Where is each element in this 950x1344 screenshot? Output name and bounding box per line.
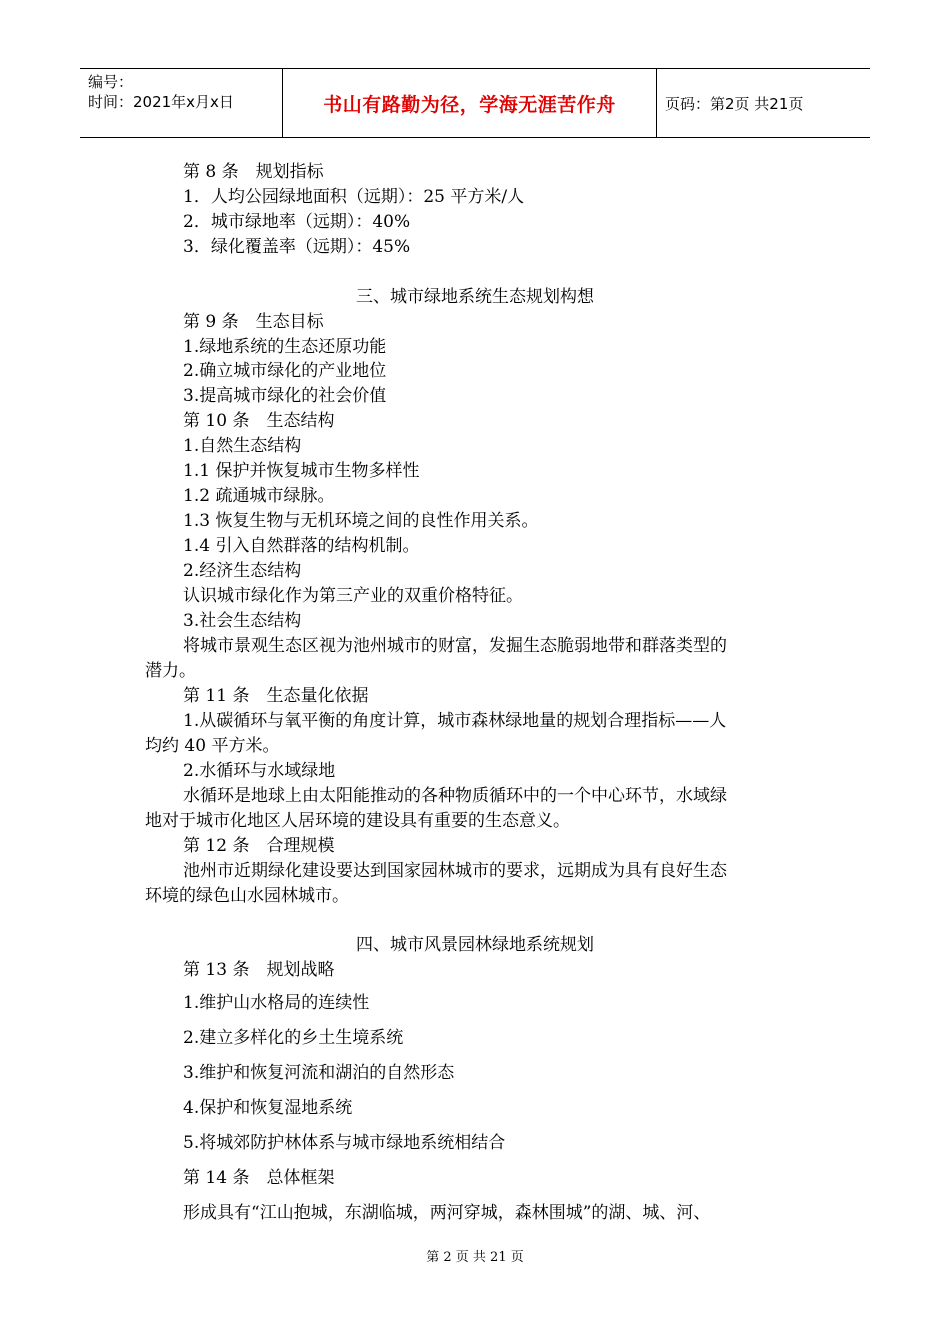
page-footer: 第 2 页 共 21 页: [426, 1250, 524, 1265]
text-line: 1.绿地系统的生态还原功能: [183, 337, 387, 357]
text-line: 1.3 恢复生物与无机环境之间的良性作用关系。: [183, 511, 539, 531]
text-line: 形成具有“江山抱城，东湖临城，两河穿城，森林围城”的湖、城、河、: [183, 1203, 711, 1223]
page-header: [80, 68, 870, 138]
text-line: 环境的绿色山水园林城市。: [145, 886, 349, 906]
doc-number-label: 编号：: [88, 73, 134, 91]
doc-date-label: 时间：2021年x月x日: [88, 93, 234, 111]
text-line: 1.1 保护并恢复城市生物多样性: [183, 461, 420, 481]
text-line: 1.维护山水格局的连续性: [183, 993, 370, 1013]
text-line: 池州市近期绿化建设要达到国家园林城市的要求，远期成为具有良好生态: [183, 861, 727, 881]
article-heading: 第 9 条 生态目标: [183, 312, 324, 332]
text-line: 1.2 疏通城市绿脉。: [183, 486, 335, 506]
text-line: 水循环是地球上由太阳能推动的各种物质循环中的一个中心环节，水域绿: [183, 786, 727, 806]
section-heading: 三、城市绿地系统生态规划构想: [356, 287, 594, 307]
text-line: 3．绿化覆盖率（远期）：45%: [183, 237, 411, 257]
text-line: 2.水循环与水域绿地: [183, 761, 336, 781]
article-heading: 第 11 条 生态量化依据: [183, 686, 369, 706]
text-line: 2．城市绿地率（远期）：40%: [183, 212, 411, 232]
text-line: 地对于城市化地区人居环境的建设具有重要的生态意义。: [145, 811, 570, 831]
article-heading: 第 13 条 规划战略: [183, 960, 335, 980]
text-line: 1.从碳循环与氧平衡的角度计算，城市森林绿地量的规划合理指标——人: [183, 711, 727, 731]
text-line: 2.经济生态结构: [183, 561, 302, 581]
header-motto: 书山有路勤为径，学海无涯苦作舟: [283, 69, 657, 137]
text-line: 5.将城郊防护林体系与城市绿地系统相结合: [183, 1133, 506, 1153]
text-line: 1.自然生态结构: [183, 436, 302, 456]
text-line: 3.提高城市绿化的社会价值: [183, 386, 387, 406]
text-line: 将城市景观生态区视为池州城市的财富，发掘生态脆弱地带和群落类型的: [183, 636, 727, 656]
text-line: 1．人均公园绿地面积（远期）：25 平方米/人: [183, 187, 525, 207]
text-line: 3.社会生态结构: [183, 611, 302, 631]
text-line: 潜力。: [145, 661, 196, 681]
article-heading: 第 10 条 生态结构: [183, 411, 335, 431]
header-meta: [80, 69, 283, 137]
text-line: 1.4 引入自然群落的结构机制。: [183, 536, 420, 556]
text-line: 3.维护和恢复河流和湖泊的自然形态: [183, 1063, 455, 1083]
text-line: 认识城市绿化作为第三产业的双重价格特征。: [183, 586, 523, 606]
article-heading: 第 14 条 总体框架: [183, 1168, 335, 1188]
text-line: 2.确立城市绿化的产业地位: [183, 361, 387, 381]
text-line: 4.保护和恢复湿地系统: [183, 1098, 353, 1118]
article-heading: 第 8 条 规划指标: [183, 162, 324, 182]
section-heading: 四、城市风景园林绿地系统规划: [356, 935, 594, 955]
text-line: 均约 40 平方米。: [145, 736, 280, 756]
text-line: 2.建立多样化的乡土生境系统: [183, 1028, 404, 1048]
header-page-info: 页码：第2页 共21页: [665, 94, 804, 113]
article-heading: 第 12 条 合理规模: [183, 836, 335, 856]
